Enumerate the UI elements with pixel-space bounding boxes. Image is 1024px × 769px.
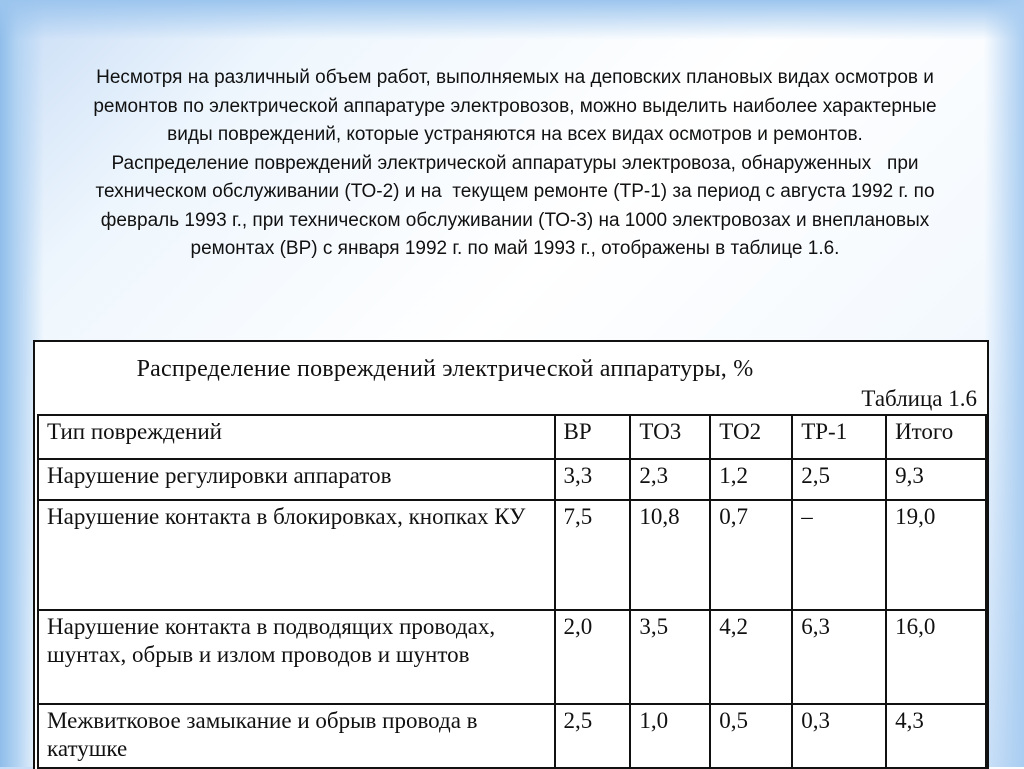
value-cell: 7,5 xyxy=(555,500,631,610)
table-header-row xyxy=(38,415,986,459)
value-cell: 6,3 xyxy=(792,610,886,704)
intro-text xyxy=(70,64,960,264)
table-row xyxy=(38,704,986,768)
value-cell: 3,3 xyxy=(555,459,631,500)
damage-type-cell: Межвитковое замыкание и обрыв провода в катушке xyxy=(38,704,555,768)
total-cell: 16,0 xyxy=(886,610,986,704)
intro-paragraph-1: Несмотря на различный объем работ, выполняемых на деповских плановых видах осмотров и ремонтов по электрической аппаратуре электровозов, можно выделить наиболее характерные виды повреждений, которые устраняются на всех видах осмотров и ремонтов. xyxy=(93,67,937,145)
value-cell: 4,2 xyxy=(710,610,792,704)
table-row xyxy=(38,610,986,704)
header-cell: Тип повреждений xyxy=(38,415,555,459)
damage-type-cell: Нарушение контакта в блокировках, кнопках КУ xyxy=(38,500,555,610)
header-cell: Итого xyxy=(886,415,986,459)
total-cell: 9,3 xyxy=(886,459,986,500)
value-cell: 1,2 xyxy=(710,459,792,500)
slide-frame-right xyxy=(984,0,1024,767)
slide-frame-top xyxy=(0,0,1024,40)
table-number: Таблица 1.6 xyxy=(861,386,977,411)
scanned-table-image xyxy=(33,340,989,769)
table-title: Распределение повреждений электрической аппаратуры, % xyxy=(136,356,754,382)
total-cell: 19,0 xyxy=(886,500,986,610)
total-cell: 4,3 xyxy=(886,704,986,768)
header-cell: ВР xyxy=(555,415,631,459)
value-cell: 2,0 xyxy=(555,610,631,704)
value-cell: 0,5 xyxy=(710,704,792,768)
value-cell: 1,0 xyxy=(630,704,710,768)
damage-type-cell: Нарушение контакта в подводящих проводах, шунтах, обрыв и излом проводов и шунтов xyxy=(38,610,555,704)
table-row xyxy=(38,459,986,500)
header-cell: ТО3 xyxy=(630,415,710,459)
value-cell: 0,3 xyxy=(792,704,886,768)
table-row xyxy=(38,500,986,610)
value-cell: – xyxy=(792,500,886,610)
damage-distribution-table xyxy=(37,414,987,769)
value-cell: 3,5 xyxy=(630,610,710,704)
value-cell: 2,5 xyxy=(555,704,631,768)
value-cell: 2,3 xyxy=(630,459,710,500)
value-cell: 2,5 xyxy=(792,459,886,500)
header-cell: ТР-1 xyxy=(792,415,886,459)
value-cell: 0,7 xyxy=(710,500,792,610)
header-cell: ТО2 xyxy=(710,415,792,459)
intro-paragraph-2: Распределение повреждений электрической аппаратуры электровоза, обнаруженных при техническом обслуживании (ТО-2) и на текущем ремонте (ТР-1) за период с августа 1992 г. по февраль 1993 г., при техническом обслуживании (ТО-3) на 1000 электровозах и внеплановых ремонтах (ВР) с января 1992 г. по май 1993 г., отображены в таблице 1.6. xyxy=(95,152,940,259)
value-cell: 10,8 xyxy=(630,500,710,610)
damage-type-cell: Нарушение регулировки аппаратов xyxy=(38,459,555,500)
